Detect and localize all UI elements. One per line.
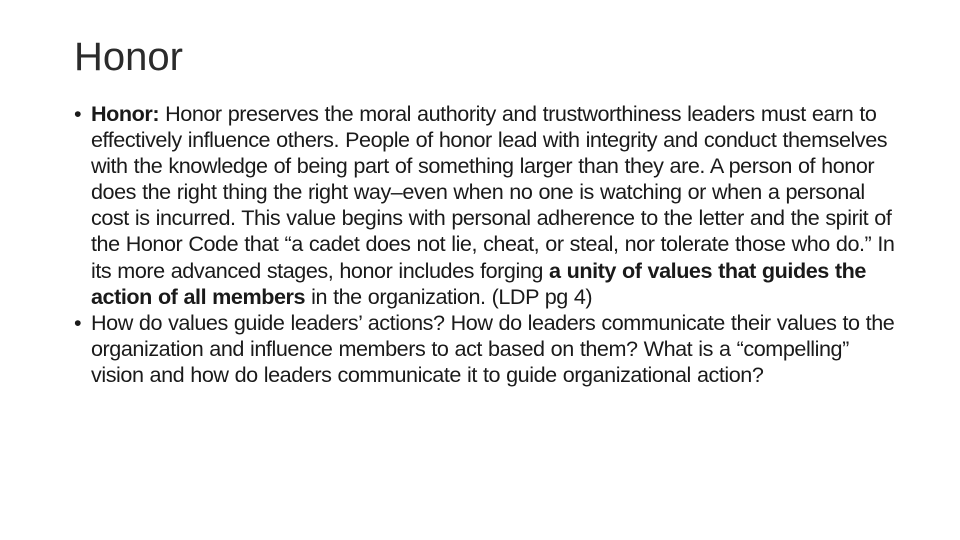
emphasis-text: a unity of values that guides the action of all members: [91, 257, 866, 309]
bullet-list: [74, 101, 904, 388]
slide-title: Honor: [74, 35, 183, 79]
definition-text: Honor preserves the moral authority and trustworthiness leaders must earn to effectively influence others. People of honor lead with integrity and conduct themselves with the knowledge of being part of something larger than they are. A person of honor does the right thing the right way–even when no one is watching or when a personal cost is incurred. This value begins with personal adherence to the letter and the spirit of the Honor Code that “a cadet does not lie, cheat, or steal, nor tolerate those who do.” In its more advanced stages, honor includes forging: [91, 101, 895, 283]
definition-text-end: in the organization. (LDP pg 4): [305, 283, 593, 309]
bullet-discussion-questions: [74, 310, 904, 388]
bullet-marker: •: [74, 101, 82, 126]
bullet-honor-definition: [74, 101, 904, 310]
honor-term: Honor:: [91, 101, 160, 126]
questions-text: How do values guide leaders’ actions? How do leaders communicate their values to the organization and influence members to act based on them? What is a “compelling” vision and how do leaders communicate it to guide organizational action?: [91, 309, 895, 387]
bullet-marker: •: [74, 309, 82, 335]
